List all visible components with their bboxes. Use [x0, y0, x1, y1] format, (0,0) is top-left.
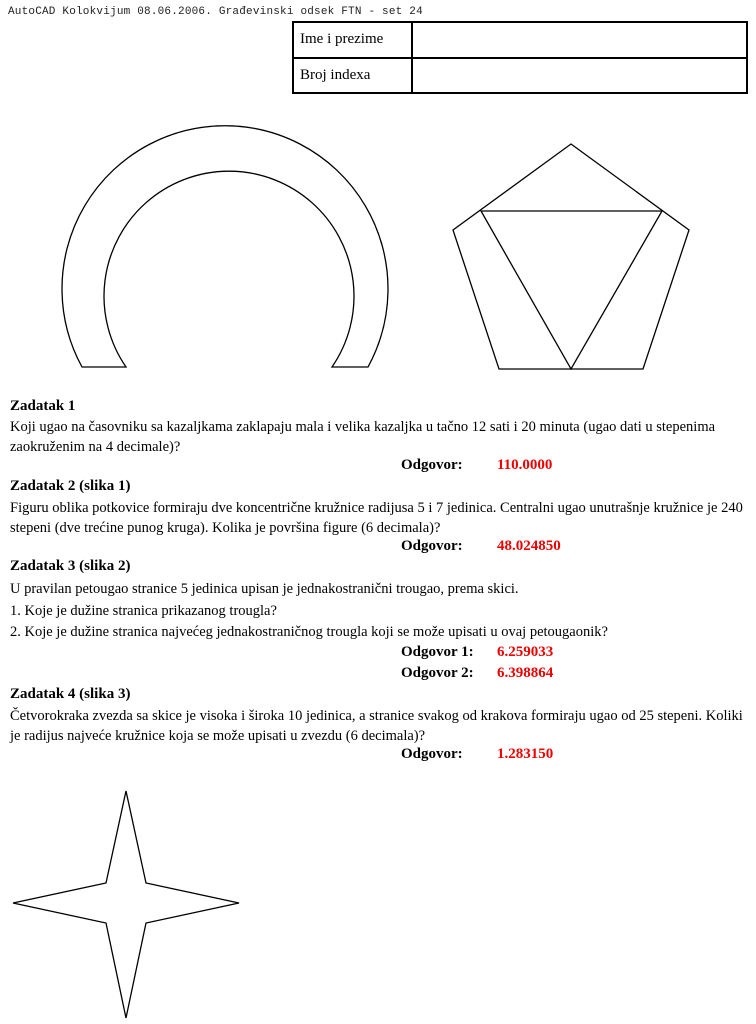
task-3-answer-1-label: Odgovor 1: [401, 644, 474, 660]
task-4-answer-value: 1.283150 [497, 746, 554, 762]
task-4-answer-label: Odgovor: [401, 746, 463, 762]
task-3-answer-1-value: 6.259033 [497, 644, 554, 660]
task-3-answer-2-value: 6.398864 [497, 665, 554, 681]
document-header: AutoCAD Kolokvijum 08.06.2006. Građevinski odsek FTN - set 24 [8, 6, 423, 18]
task-2-answer [401, 538, 561, 555]
task-4-text: Četvorokraka zvezda sa skice je visoka i široka 10 jedinica, a stranice svakog od krakova formiraju ugao od 25 stepeni. Koliki je radijus najveće kružnice koja se može upisati u zvezdu (6 decimala)? [10, 708, 743, 744]
task-4-title: Zadatak 4 (slika 3) [10, 686, 131, 702]
task-2-title: Zadatak 2 (slika 1) [10, 478, 131, 494]
task-3-title: Zadatak 3 (slika 2) [10, 558, 131, 574]
task-4-answer [401, 746, 553, 763]
name-label: Ime i prezime [293, 22, 412, 58]
index-label: Broj indexa [293, 58, 412, 94]
task-3-text: U pravilan petougao stranice 5 jedinica upisan je jednakostranični trougao, prema skici. [10, 581, 519, 597]
task-2-text: Figuru oblika potkovice formiraju dve koncentrične kružnice radijusa 5 i 7 jedinica. Centralni ugao unutrašnje kružnice je 240 stepeni (dve trećine punog kruga). Kolika je površina figure (6 decimala)? [10, 500, 743, 536]
task-3-answer-1 [401, 644, 553, 661]
task-1-answer-label: Odgovor: [401, 457, 463, 473]
task-1-title: Zadatak 1 [10, 398, 76, 414]
task-1-answer-value: 110.0000 [497, 457, 553, 473]
task-1-text: Koji ugao na časovniku sa kazaljkama zaklapaju mala i velika kazaljka u tačno 12 sati i 20 minuta (ugao dati u stepenima zaokruženim na 4 decimale)? [10, 419, 716, 455]
task-2-answer-value: 48.024850 [497, 538, 561, 554]
task-1-answer [401, 457, 552, 474]
task-3-question-1: 1. Koje je dužine stranica prikazanog trougla? [10, 603, 277, 619]
task-3-question-2: 2. Koje je dužine stranica najvećeg jednakostraničnog trougla koji se može upisati u ovaj petougaonik? [10, 624, 608, 640]
four-pointed-star-shape [13, 791, 239, 1018]
task-2-answer-label: Odgovor: [401, 538, 463, 554]
task-3-answer-2 [401, 665, 553, 682]
task-3-answer-2-label: Odgovor 2: [401, 665, 474, 681]
